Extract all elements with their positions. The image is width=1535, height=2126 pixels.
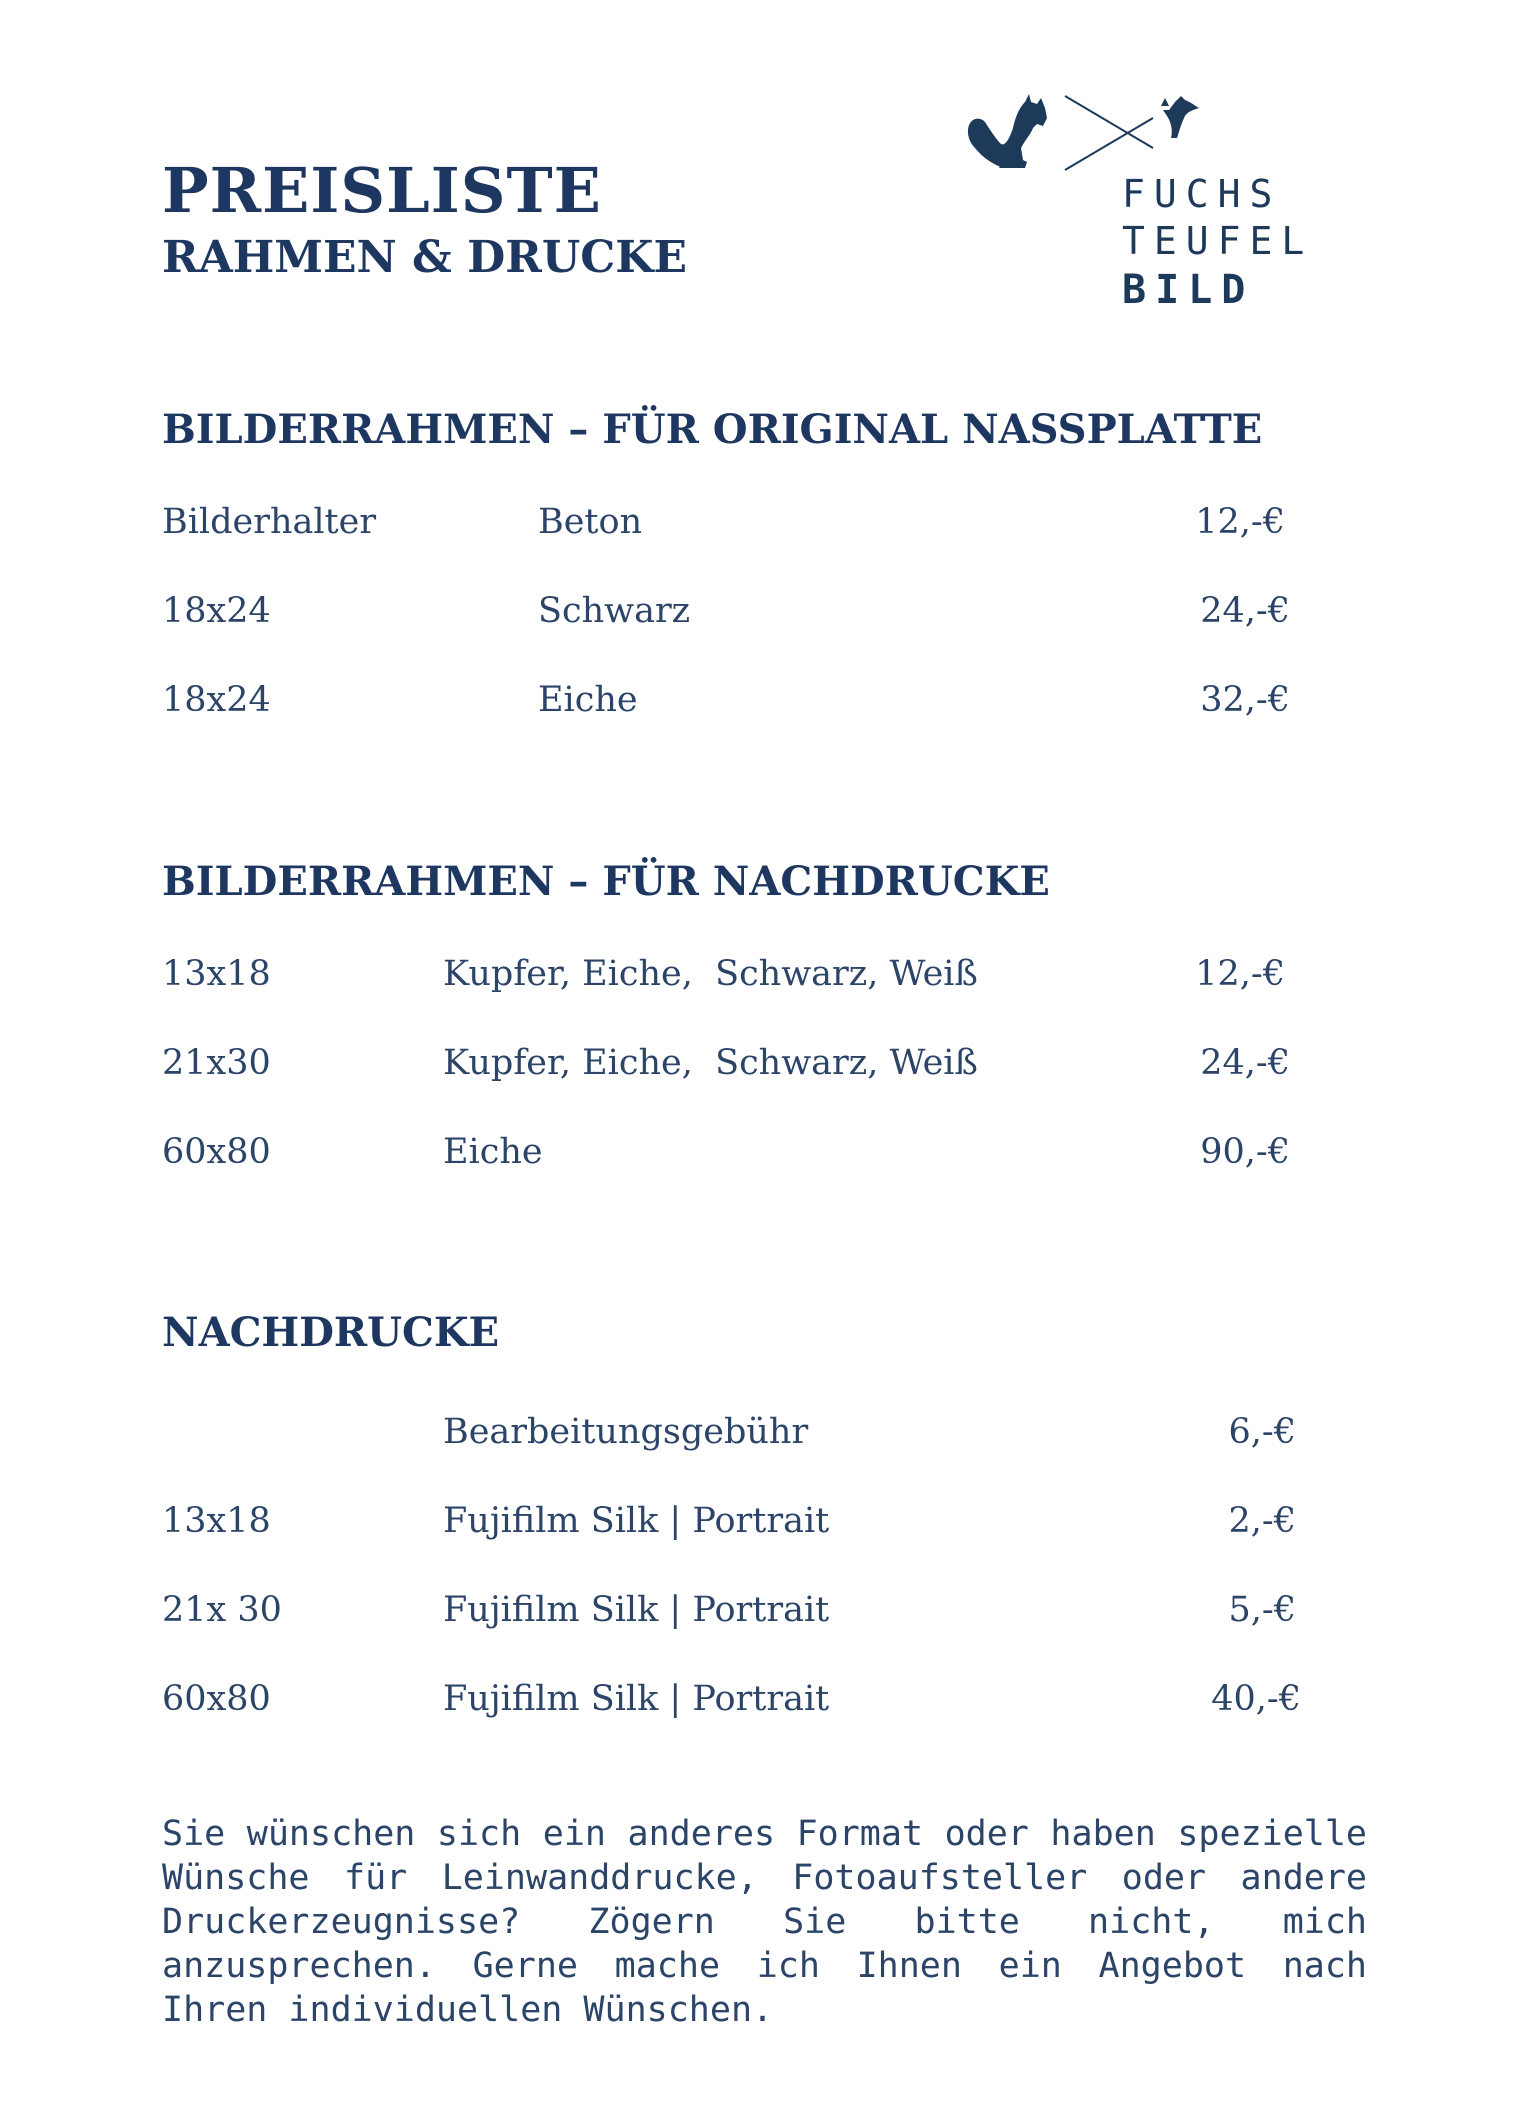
row-description: Fujifilm Silk | Portrait (443, 1679, 830, 1719)
fox-icon (968, 94, 1047, 168)
section-title-nachdrucke-frames: BILDERRAHMEN – FÜR NACHDRUCKE (162, 858, 1050, 905)
row-description: Fujifilm Silk | Portrait (443, 1501, 830, 1541)
row-price: 90,-€ (1200, 1132, 1290, 1172)
section-title-nachdrucke: NACHDRUCKE (162, 1309, 500, 1356)
row-price: 24,-€ (1200, 1043, 1290, 1083)
row-size: 13x18 (162, 1501, 271, 1541)
logo-line-teufel: TEUFEL (1122, 219, 1314, 263)
row-price: 24,-€ (1200, 591, 1290, 631)
row-description: Eiche (443, 1132, 543, 1172)
devil-icon (1161, 96, 1199, 138)
row-description: Kupfer, Eiche, Schwarz, Weiß (443, 1043, 978, 1083)
row-description: Fujifilm Silk | Portrait (443, 1590, 830, 1630)
row-price: 12,-€ (1195, 954, 1285, 994)
logo-line-bild: BILD (1122, 267, 1255, 313)
row-price: 40,-€ (1211, 1679, 1301, 1719)
row-description: Schwarz (538, 591, 691, 631)
page-subtitle: RAHMEN & DRUCKE (162, 232, 687, 283)
row-description: Beton (538, 502, 643, 542)
row-description: Eiche (538, 680, 638, 720)
row-size: 60x80 (162, 1132, 271, 1172)
row-size: 18x24 (162, 591, 271, 631)
row-price: 2,-€ (1228, 1501, 1296, 1541)
footer-paragraph: Sie wünschen sich ein anderes Format oder haben spezielle Wünsche für Leinwanddrucke, Fotoaufsteller oder andere Druckerzeugnisse? Zögern Sie bitte nicht, mich anzusprechen. Gerne mache ich Ihnen ein Angebot nach Ihren individuellen Wünschen. (162, 1814, 1367, 2030)
logo-line-fuchs: FUCHS (1122, 172, 1282, 216)
section-title-original: BILDERRAHMEN – FÜR ORIGINAL NASSPLATTE (162, 406, 1263, 453)
row-size: 21x30 (162, 1043, 271, 1083)
row-description: Kupfer, Eiche, Schwarz, Weiß (443, 954, 978, 994)
row-price: 32,-€ (1200, 680, 1290, 720)
row-size: 18x24 (162, 680, 271, 720)
row-size: 60x80 (162, 1679, 271, 1719)
row-price: 6,-€ (1228, 1412, 1296, 1452)
row-size: 21x 30 (162, 1590, 282, 1630)
row-description: Bearbeitungsgebühr (443, 1412, 809, 1452)
cross-lines-icon (1065, 96, 1153, 170)
row-size: 13x18 (162, 954, 271, 994)
row-size: Bilderhalter (162, 502, 377, 542)
page-title: PREISLISTE (162, 154, 602, 227)
row-price: 5,-€ (1228, 1590, 1296, 1630)
row-price: 12,-€ (1195, 502, 1285, 542)
